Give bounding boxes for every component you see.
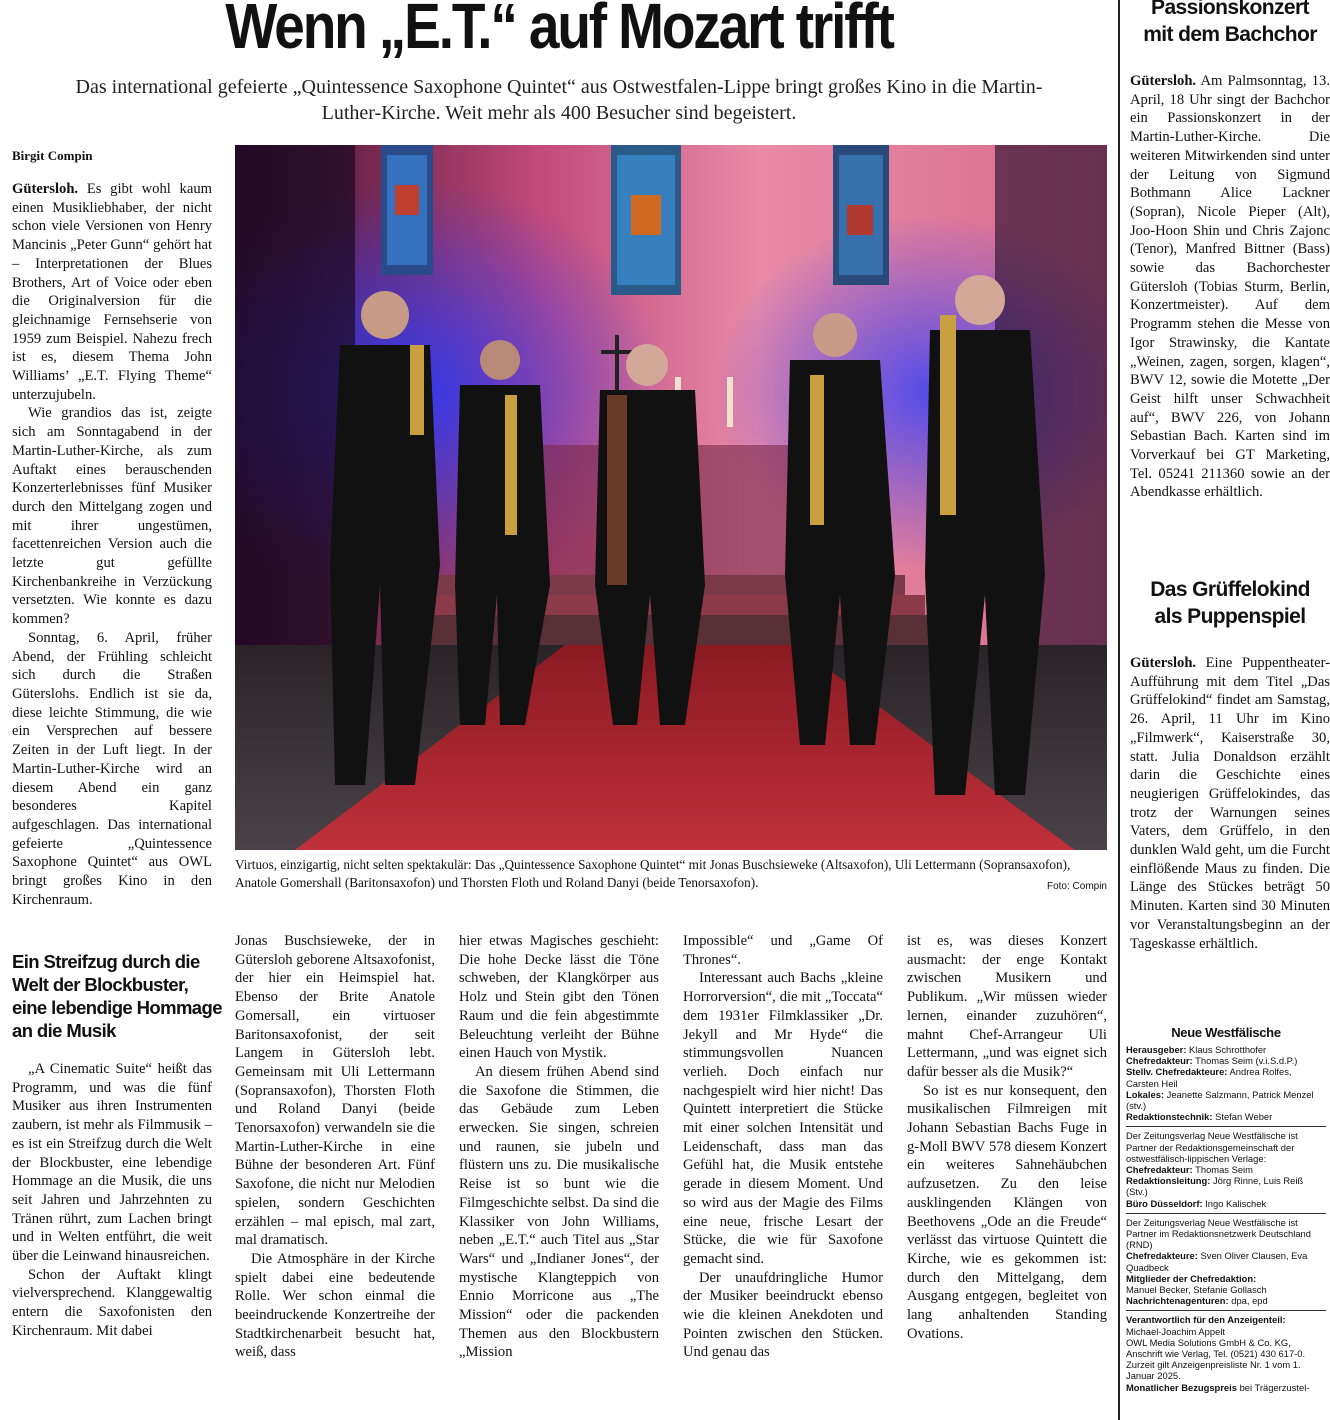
paragraph: ist es, was dieses Konzert ausmacht: der enge Kontakt zwischen Musikern und Publikum. „Wir müssen wieder lernen, einander zuzuhören“, mahnt Chef-Arrangeur Uli Lettermann, „und was eignet sich dafür besser als die Musik?“ — [907, 933, 1107, 1080]
paragraph: Interessant auch Bachs „kleine Horrorversion“, die mit „Toccata“ dem 1931er Filmklassiker „Dr. Jekyll and Mr Hyde“ die stimmungsvollen Nuancen verlieh. Doch einfach nur nachgespielt wird hier nicht! Das Quintett interpretiert die Stücke mit einer solchen Intensität und Leidenschaft, dass man das Gefühl hat, die Musik entstehe gerade in diesem Moment. Und so wird aus der Magie des Films eine neue, frische Lesart der Stücke, die wie für Saxofone gemacht sind. — [683, 970, 883, 1267]
paragraph: „A Cinematic Suite“ heißt das Programm, und was die fünf Musiker aus ihren Instrumenten zaubern, ist mehr als Filmmusik – es ist ein Streifzug durch die Welt der Blockbuster, eine lebendige Hommage an die Musik, die uns seit Jahren und Jahrzehnten zu Tränen rührt, zum Lachen bringt und in Welten entführt, die weit über die Leinwand hinausreichen. — [12, 1061, 212, 1265]
subline: Das international gefeierte „Quintessence Saxophone Quintet“ aus Ostwestfalen-Lippe bringt großes Kino in die Martin-Luther-Kirche. Weit mehr als 400 Besucher sind begeistert. — [75, 76, 1043, 124]
article-column-1 — [12, 180, 212, 909]
divider — [1126, 1126, 1326, 1127]
paragraph: So ist es nur konsequent, den musikalischen Filmreigen mit Johann Sebastian Bachs Fuge in g-Moll BWV 578 diesem Konzert ein weiteres Sahnehäubchen aufzusetzen. Zu den leise ausklingenden Klängen von Beethovens „Ode an die Freude“ verlässt das virtuose Quintett die Kirche, wie es gekommen ist: durch den Mittelgang, dem Ausgang entgegen, begleitet von lang anhaltenden Standing Ovations. — [907, 1082, 1107, 1342]
article-column-4 — [683, 932, 883, 1362]
column-divider — [1118, 0, 1120, 1420]
article-subhead: Ein Streifzug durch die Welt der Blockbuster, eine lebendige Hommage an die Musik — [12, 951, 222, 1041]
photo-caption: Virtuos, einzigartig, nicht selten spektakulär: Das „Quintessence Saxophone Quintet“ mit Jonas Buschsieweke (Altsaxofon), Uli Lettermann (Sopransaxofon), Anatole Gomershall (Baritonsaxofon) und Thorsten Floth und Roland Danyi (beide Tenorsaxofon). Foto: Compin — [235, 856, 1107, 896]
headline: Wenn „E.T.“ auf Mozart trifft — [225, 0, 893, 62]
paragraph: Schon der Auftakt klingt vielversprechend. Klanggewaltig entern die Saxofonisten den Kirchenraum. Mit dabei — [12, 1266, 212, 1339]
paragraph: Sonntag, 6. April, früher Abend, der Frühling schleicht sich durch die Straßen Güterslohs. Endlich ist sie da, diese leichte Stimmung, die wie ein Versprechen auf bessere Zeiten in der Luft liegt. In der Martin-Luther-Kirche wird an diesem Abend ein ganz besonderes Kapitel aufgeschlagen. Das international gefeierte „Quintessence Saxophone Quintet“ aus OWL bringt großes Kino in den Kirchenraum. — [12, 629, 212, 908]
paragraph: An diesem frühen Abend sind die Saxofone die Stimmen, die das Gebäude zum Leben erwecken. Sie singen, schreien und raunen, sie jubeln und flüstern uns zu. Die musikalische Reise ist so bunt wie die Filmgeschichte selbst. Da sind die Klassiker von John Williams, neben „E.T.“ auch Titel aus „Star Wars“ und „Indianer Jones“, der mystische Klangteppich von Ennio Morricone aus „The Mission“ oder die packenden Themen aus den Blockbustern „Mission — [459, 1063, 659, 1361]
imprint: Neue Westfälische Herausgeber: Klaus Schrotthofer Chefredakteur: Thomas Seim (v.i.S.d.P.) Stellv. Chefredakteure: Andrea Rolfes, Carsten Heil Lokales: Jeanette Salzmann, Patrick Menzel (stv.) Redaktionstechnik: Stefan Weber Der Zeitungsverlag Neue Westfälische ist Partner der Redaktionsgemeinschaft der ostwestfälisch-lippischen Verlage: Chefredakteur: Thomas Seim Redaktionsleitung: Jörg Rinne, Luis Reiß (Stv.) Büro Düsseldorf: Ingo Kalischek Der Zeitungsverlag Neue Westfälische ist Partner im Redaktionsnetzwerk Deutschland (RND) Chefredakteure: Sven Oliver Clausen, Eva Quadbeck Mitglieder der Chefredaktion: Manuel Becker, Stefanie Gollasch Nachrichtenagenturen: dpa, epd Verantwortlich für den Anzeigenteil: Michael-Joachim Appelt OWL Media Solutions GmbH & Co. KG, Anschrift wie Verlag, Tel. (0521) 430 617-0. Zurzeit gilt Anzeigenpreisliste Nr. 1 vom 1. Januar 2025. Monatlicher Bezugspreis bei Trägerzustel- — [1126, 1024, 1326, 1393]
paragraph: Impossible“ und „Game Of Thrones“. — [683, 933, 883, 968]
article-column-2 — [235, 932, 435, 1362]
paragraph: Der unaufdringliche Humor der Musiker beeindruckt ebenso wie die kleinen Anekdoten und Pointen zwischen den Stücken. Und genau das — [683, 1269, 883, 1361]
paragraph: hier etwas Magisches geschieht: Die hohe Decke lässt die Töne schweben, der Klangkörper aus Holz und Stein gibt den Tönen Raum und die fein abgestimmte Beleuchtung verleiht der Bühne einen Hauch von Mystik. — [459, 933, 659, 1062]
imprint-title: Neue Westfälische — [1171, 1025, 1281, 1040]
author: Birgit Compin — [12, 148, 93, 163]
concert-photo-illustration — [235, 145, 1107, 850]
stained-glass-window — [611, 145, 681, 295]
stained-glass-window — [833, 145, 889, 285]
article-column-5 — [907, 932, 1107, 1343]
side-article-grueffelo: Gütersloh. Eine Puppentheater-Aufführung mit dem Titel „Das Grüffelokind“ findet am Samstag, 26. April, 11 Uhr im Kino „Filmwerk“, Kaiserstraße 30, statt. Julia Donaldson erzählt darin die Geschichte eines neugierigen Grüffelokindes, das trotz der Warnungen seines Vaters, dem Grüffelo, in den dunklen Wald geht, um die Furcht einflößende Maus zu finden. Die Länge des Stückes beträgt 50 Minuten. Karten sind 30 Minuten vor Veranstaltungsbeginn an der Tageskasse erhältlich. — [1130, 655, 1330, 952]
paragraph: Wie grandios das ist, zeigte sich am Sonntagabend in der Martin-Luther-Kirche, als zum Auftakt eines berauschenden Konzerterlebnisses fünf Musiker durch den Mittelgang zogen und mit ihrer ungestümen, facettenreichen Version auch die letzte gut gefüllte Kirchenbankreihe in Verzückung versetzten. Wie konnte es dazu kommen? — [12, 405, 212, 628]
paragraph: Jonas Buschsieweke, der in Gütersloh geborene Altsaxofonist, der hier ein Heimspiel hat. Ebenso der Brite Anatole Gomersall, ein virtuoser Baritonsaxofonist, der seit Langem in Gütersloh lebt. Gemeinsam mit Uli Lettermann (Sopransaxofon), Thorsten Floth und Roland Danyi (beide Tenorsaxofon) verwandeln sie die Martin-Luther-Kirche in eine Bühne der besonderen Art. Fünf Saxofone, die nicht nur Melodien spielen, sondern Geschichten erzählen – mal episch, mal zart, mal dramatisch. — [235, 933, 435, 1249]
paragraph: Gütersloh. Es gibt wohl kaum einen Musikliebhaber, der nicht schon viele Versionen von Henry Mancinis „Peter Gunn“ gehört hat – Interpretationen der Blues Brothers, Art of Voice oder eben die Originalversion für die gleichnamige Fernsehserie von 1959 zum Beispiel. Nahezu frech ist es, diesem Thema John Williams’ „E.T. Flying Theme“ unterzujubeln. — [12, 181, 212, 403]
divider — [1126, 1310, 1326, 1311]
paragraph: Die Atmosphäre in der Kirche spielt dabei eine bedeutende Rolle. Wer schon einmal die beeindruckende Konzertreihe der Stadtkirchenarbeit besucht hat, weiß, dass — [235, 1250, 435, 1361]
dateline: Gütersloh. — [12, 181, 79, 197]
divider — [1126, 1213, 1326, 1214]
photo-credit: Foto: Compin — [1046, 881, 1107, 892]
side-article-passion: Gütersloh. Am Palmsonntag, 13. April, 18 Uhr singt der Bachchor ein Passionskonzert in der Martin-Luther-Kirche. Die weiteren Mitwirkenden sind unter der Leitung von Sigmund Bothmann Alice Lackner (Sopran), Nicole Pieper (Alt), Joo-Hoon Shin und Chris Zajonc (Tenor), Manfred Bittner (Bass) sowie das Bachorchester Gütersloh (Tobias Sturm, Berlin, Konzertmeister). Auf dem Programm stehen die Messe von Igor Strawinsky, die Kantate „Weinen, zagen, sorgen, klagen“, BWV 12, sowie die Motette „Der Geist hilft unser Schwachheit auf“, BWV 226, von Johann Sebastian Bach. Karten sind im Vorverkauf bei GT Marketing, Tel. 05241 211360 sowie an der Abendkasse erhältlich. — [1130, 73, 1330, 501]
side-headline-passion: Passionskonzert mit dem Bachchor — [1143, 0, 1317, 46]
stained-glass-window — [381, 145, 433, 275]
dateline: Gütersloh. — [1130, 655, 1197, 671]
dateline: Gütersloh. — [1130, 73, 1197, 89]
side-headline-grueffelo: Das Grüffelokind als Puppenspiel — [1150, 578, 1310, 628]
article-column-1b — [12, 1060, 212, 1341]
concert-photo — [235, 145, 1107, 850]
article-column-3 — [459, 932, 659, 1362]
